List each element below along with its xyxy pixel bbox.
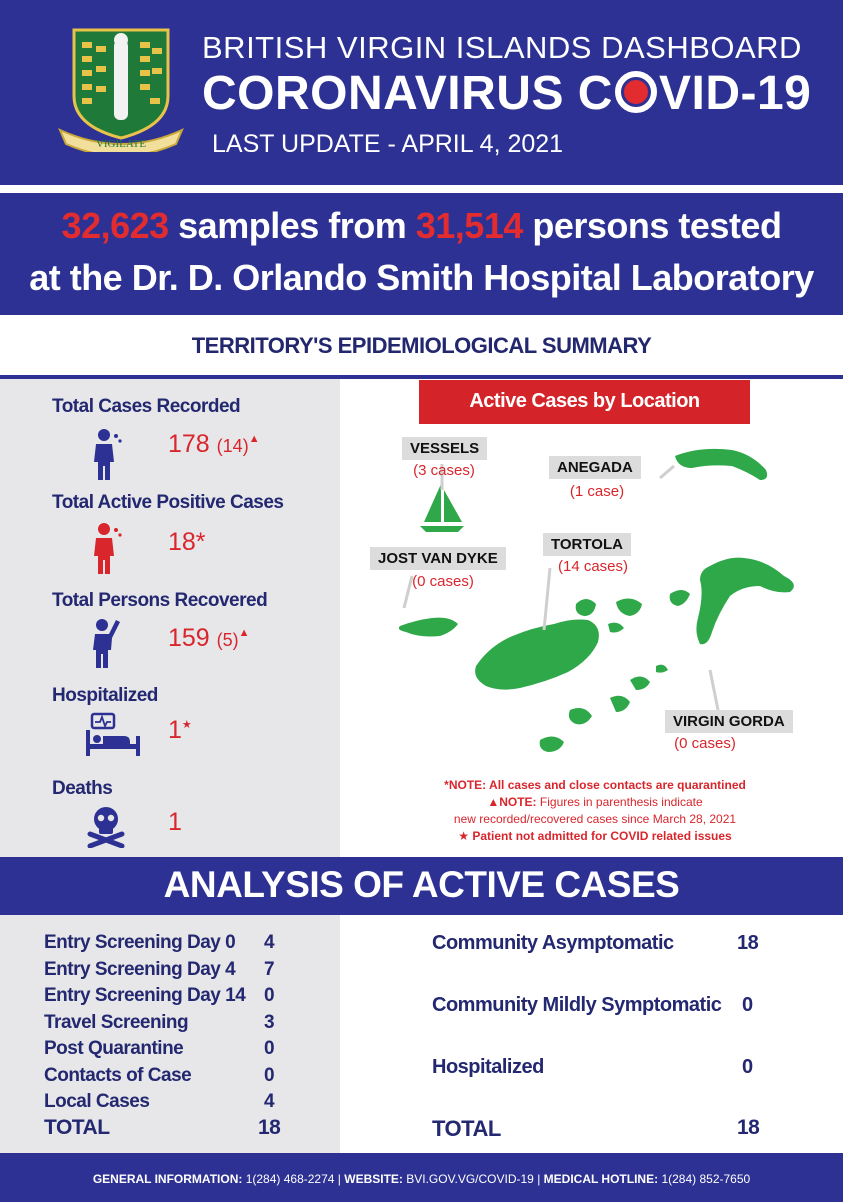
hospital-bed-icon bbox=[84, 712, 142, 758]
stat-label-recovered: Total Persons Recovered bbox=[52, 590, 268, 611]
analysis-row-value: 0 bbox=[264, 985, 275, 1006]
note-parenthesis-text: Figures in parenthesis indicate bbox=[536, 795, 703, 809]
analysis-row-label: Travel Screening bbox=[44, 1012, 189, 1033]
note-quarantined: *NOTE: All cases and close contacts are quarantined bbox=[444, 778, 746, 792]
virus-icon bbox=[615, 71, 657, 113]
stat-value-total-cases-number: 178 bbox=[168, 430, 210, 458]
coat-of-arms-icon bbox=[56, 26, 186, 152]
stat-label-active-cases: Total Active Positive Cases bbox=[52, 492, 284, 513]
analysis-row-value: 0 bbox=[264, 1038, 275, 1059]
persons-count: 31,514 bbox=[415, 205, 523, 246]
test-banner-line2: at the Dr. D. Orlando Smith Hospital Laboratory bbox=[29, 257, 814, 298]
location-cases-anegada: (1 case) bbox=[569, 483, 625, 500]
analysis-row-label: Local Cases bbox=[44, 1091, 150, 1112]
location-label-tortola: TORTOLA bbox=[543, 533, 631, 556]
stat-extra-recovered: (5) bbox=[216, 630, 239, 650]
stat-value-hospitalized-number: 1 bbox=[168, 716, 182, 744]
last-update: LAST UPDATE - APRIL 4, 2021 bbox=[212, 130, 564, 158]
analysis-row-value: 18 bbox=[737, 932, 759, 954]
analysis-row-value: 0 bbox=[264, 1065, 275, 1086]
note-since-date: new recorded/recovered cases since March 28, 2021 bbox=[453, 812, 737, 826]
analysis-title: ANALYSIS OF ACTIVE CASES bbox=[163, 864, 680, 905]
analysis-right-total-label: TOTAL bbox=[432, 1116, 501, 1141]
analysis-right-total-value: 18 bbox=[737, 1116, 760, 1139]
analysis-row-label: Community Asymptomatic bbox=[432, 932, 674, 954]
analysis-row-value: 4 bbox=[264, 932, 275, 953]
note-parenthesis bbox=[360, 795, 830, 809]
coronavirus-title bbox=[202, 66, 811, 121]
analysis-row-label: Community Mildly Symptomatic bbox=[432, 994, 722, 1016]
note-not-admitted bbox=[360, 829, 830, 843]
jost-island bbox=[399, 618, 458, 637]
dashboard-title: BRITISH VIRGIN ISLANDS DASHBOARD bbox=[202, 30, 802, 65]
analysis-row-label: Entry Screening Day 0 bbox=[44, 932, 236, 953]
person-coughing-icon bbox=[86, 428, 126, 482]
location-label-vessels: VESSELS bbox=[402, 437, 487, 460]
location-cases-jost: (0 cases) bbox=[412, 573, 474, 590]
triangle-up-icon: ▲ bbox=[487, 795, 500, 809]
separator bbox=[0, 185, 843, 193]
summary-title: TERRITORY'S EPIDEMIOLOGICAL SUMMARY bbox=[191, 333, 652, 358]
stat-label-hospitalized: Hospitalized bbox=[52, 685, 158, 706]
stat-value-total-cases bbox=[168, 430, 260, 459]
footer-general-phone: 1(284) 468-2274 bbox=[242, 1172, 335, 1186]
stat-value-active-cases: 18* bbox=[168, 528, 206, 556]
note-not-admitted-text: Patient not admitted for COVID related issues bbox=[469, 829, 732, 843]
location-cases-vessels: (3 cases) bbox=[413, 462, 475, 479]
footer-hotline-label: MEDICAL HOTLINE: bbox=[543, 1172, 659, 1186]
anegada-island bbox=[675, 449, 767, 480]
stat-label-total-cases: Total Cases Recorded bbox=[52, 396, 241, 417]
analysis-row-label: Entry Screening Day 14 bbox=[44, 985, 246, 1006]
triangle-up-icon: ▲ bbox=[238, 627, 250, 639]
star-icon: ★ bbox=[181, 719, 192, 731]
footer-separator: | bbox=[334, 1172, 345, 1186]
analysis-left-total-value: 18 bbox=[258, 1116, 281, 1139]
analysis-row-value: 4 bbox=[264, 1091, 275, 1112]
stat-value-deaths: 1 bbox=[168, 808, 182, 836]
analysis-row-value: 3 bbox=[264, 1012, 275, 1033]
person-recovered-icon bbox=[86, 616, 126, 670]
footer-separator: | bbox=[533, 1172, 544, 1186]
stat-value-hospitalized bbox=[168, 716, 192, 745]
crest-motto: VIGILATE bbox=[95, 138, 147, 150]
boat-icon bbox=[424, 484, 441, 522]
analysis-row-value: 7 bbox=[264, 959, 275, 980]
stat-label-deaths: Deaths bbox=[52, 778, 113, 799]
location-cases-virgin-gorda: (0 cases) bbox=[674, 735, 736, 752]
triangle-up-icon: ▲ bbox=[248, 433, 260, 445]
footer-website-link[interactable]: BVI.GOV.VG/COVID-19 bbox=[402, 1172, 534, 1186]
analysis-row-value: 0 bbox=[742, 1056, 753, 1078]
test-banner-line1 bbox=[0, 205, 843, 247]
analysis-row-label: Post Quarantine bbox=[44, 1038, 184, 1059]
location-cases-tortola: (14 cases) bbox=[557, 558, 629, 575]
location-label-virgin-gorda: VIRGIN GORDA bbox=[665, 710, 793, 733]
persons-text: persons tested bbox=[522, 205, 782, 246]
footer-website-label: WEBSITE: bbox=[344, 1172, 403, 1186]
analysis-row-value: 0 bbox=[742, 994, 753, 1016]
coronavirus-title-part1: CORONAVIRUS C bbox=[202, 67, 613, 120]
analysis-row-label: Entry Screening Day 4 bbox=[44, 959, 236, 980]
location-label-jost: JOST VAN DYKE bbox=[370, 547, 506, 570]
person-sick-icon bbox=[86, 522, 126, 576]
star-icon: ★ bbox=[458, 829, 470, 843]
tortola-island bbox=[475, 620, 599, 690]
samples-count: 32,623 bbox=[61, 205, 169, 246]
map-title: Active Cases by Location bbox=[469, 390, 700, 412]
stat-extra-total-cases: (14) bbox=[216, 436, 249, 456]
analysis-row-label: Contacts of Case bbox=[44, 1065, 192, 1086]
coronavirus-title-part2: VID-19 bbox=[658, 67, 812, 120]
footer-general-label: GENERAL INFORMATION: bbox=[92, 1172, 243, 1186]
virgin-gorda-island bbox=[696, 558, 793, 645]
analysis-left-total-label: TOTAL bbox=[44, 1116, 110, 1139]
footer-hotline-phone: 1(284) 852-7650 bbox=[658, 1172, 751, 1186]
footer-text bbox=[0, 1172, 843, 1186]
analysis-row-label: Hospitalized bbox=[432, 1056, 544, 1078]
note-parenthesis-label: NOTE: bbox=[499, 795, 537, 809]
location-label-anegada: ANEGADA bbox=[549, 456, 641, 479]
samples-text: samples from bbox=[168, 205, 416, 246]
stat-value-recovered-number: 159 bbox=[168, 624, 210, 652]
skull-crossbones-icon bbox=[86, 804, 126, 848]
stat-value-recovered bbox=[168, 624, 250, 653]
